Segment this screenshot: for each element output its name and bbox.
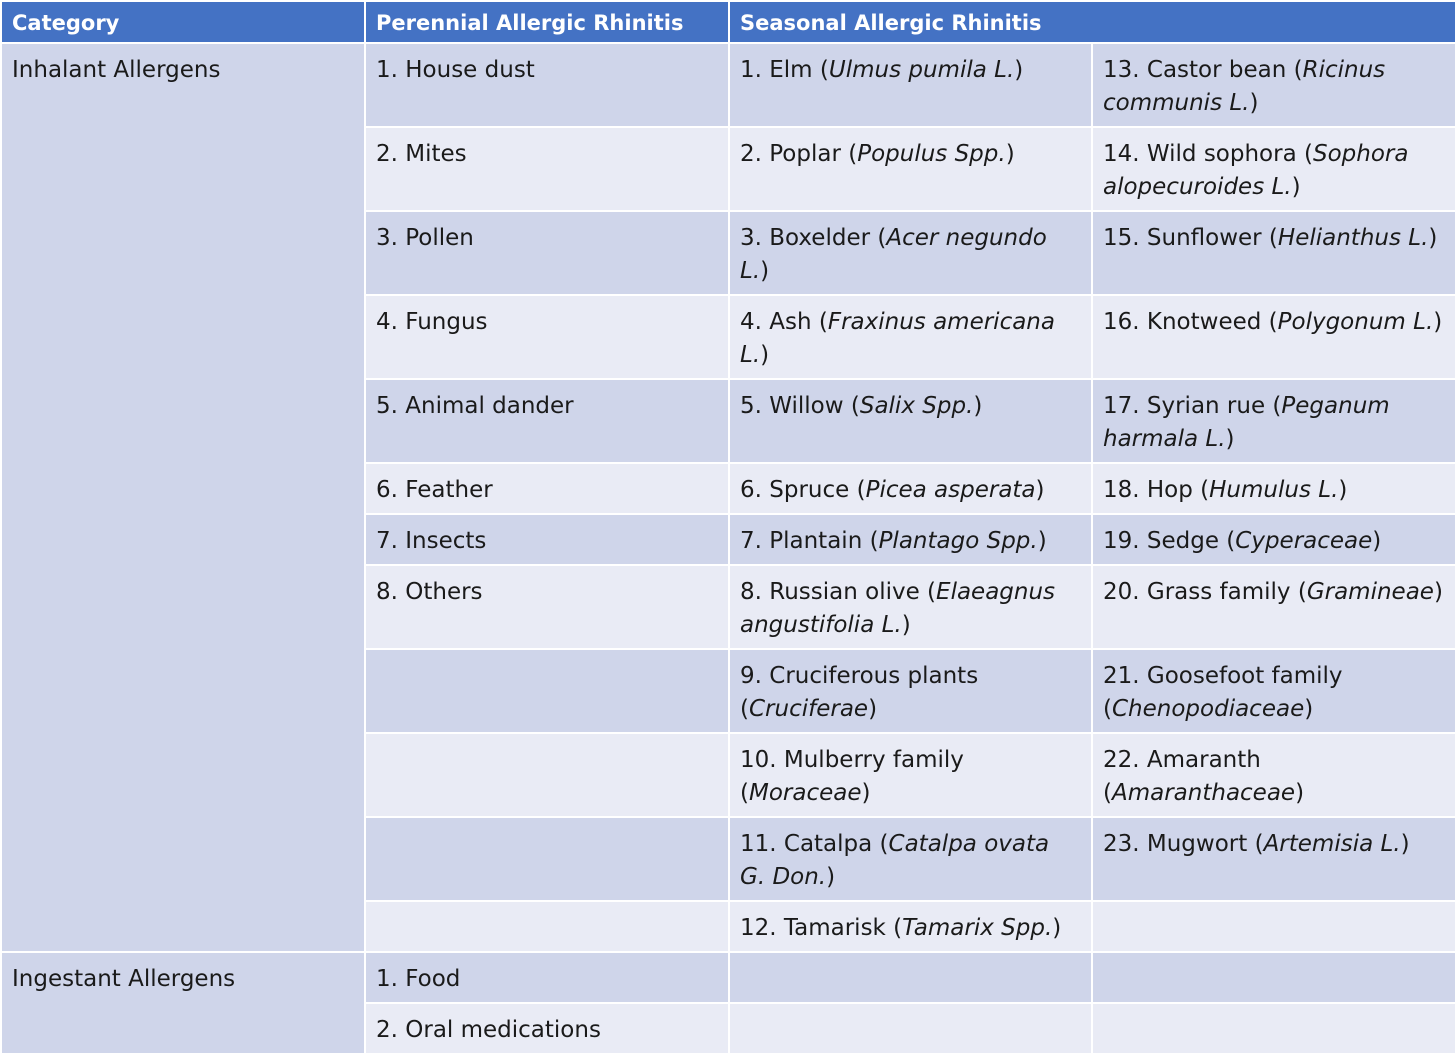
ingestant-cell: 2. Oral medications — [365, 1003, 729, 1054]
seasonal-cell: 15. Sunflower (Helianthus L.) — [1092, 211, 1455, 295]
perennial-cell-empty — [365, 733, 729, 817]
seasonal-cell: 21. Goosefoot family (Chenopodiaceae) — [1092, 649, 1455, 733]
seasonal-cell: 20. Grass family (Gramineae) — [1092, 565, 1455, 649]
seasonal-cell: 7. Plantain (Plantago Spp.) — [729, 514, 1092, 565]
seasonal-cell: 8. Russian olive (Elaeagnus angustifolia L.) — [729, 565, 1092, 649]
table-row — [1, 43, 1455, 127]
seasonal-cell: 11. Catalpa (Catalpa ovata G. Don.) — [729, 817, 1092, 901]
perennial-cell: 6. Feather — [365, 463, 729, 514]
seasonal-cell: 23. Mugwort (Artemisia L.) — [1092, 817, 1455, 901]
seasonal-cell: 6. Spruce (Picea asperata) — [729, 463, 1092, 514]
seasonal-cell: 18. Hop (Humulus L.) — [1092, 463, 1455, 514]
seasonal-cell-empty — [729, 952, 1092, 1003]
seasonal-cell: 14. Wild sophora (Sophora alopecuroides L.) — [1092, 127, 1455, 211]
perennial-cell: 2. Mites — [365, 127, 729, 211]
seasonal-cell: 13. Castor bean (Ricinus communis L.) — [1092, 43, 1455, 127]
perennial-cell: 1. House dust — [365, 43, 729, 127]
seasonal-cell-empty — [1092, 952, 1455, 1003]
perennial-cell: 7. Insects — [365, 514, 729, 565]
perennial-cell: 5. Animal dander — [365, 379, 729, 463]
ingestant-cell: 1. Food — [365, 952, 729, 1003]
seasonal-cell: 2. Poplar (Populus Spp.) — [729, 127, 1092, 211]
seasonal-cell: 10. Mulberry family (Moraceae) — [729, 733, 1092, 817]
header-row — [1, 1, 1455, 43]
seasonal-cell: 12. Tamarisk (Tamarix Spp.) — [729, 901, 1092, 952]
seasonal-cell: 5. Willow (Salix Spp.) — [729, 379, 1092, 463]
perennial-cell-empty — [365, 649, 729, 733]
seasonal-cell-empty — [1092, 1003, 1455, 1054]
perennial-cell-empty — [365, 901, 729, 952]
seasonal-cell: 17. Syrian rue (Peganum harmala L.) — [1092, 379, 1455, 463]
seasonal-cell-empty — [729, 1003, 1092, 1054]
perennial-cell: 4. Fungus — [365, 295, 729, 379]
seasonal-cell: 19. Sedge (Cyperaceae) — [1092, 514, 1455, 565]
seasonal-cell: 16. Knotweed (Polygonum L.) — [1092, 295, 1455, 379]
seasonal-cell: 9. Cruciferous plants (Cruciferae) — [729, 649, 1092, 733]
perennial-cell: 8. Others — [365, 565, 729, 649]
perennial-cell-empty — [365, 817, 729, 901]
seasonal-cell: 1. Elm (Ulmus pumila L.) — [729, 43, 1092, 127]
category-inhalant: Inhalant Allergens — [1, 43, 365, 952]
seasonal-cell: 22. Amaranth (Amaranthaceae) — [1092, 733, 1455, 817]
header-seasonal: Seasonal Allergic Rhinitis — [729, 1, 1455, 43]
header-category: Category — [1, 1, 365, 43]
table-row — [1, 952, 1455, 1003]
seasonal-cell: 4. Ash (Fraxinus americana L.) — [729, 295, 1092, 379]
header-perennial: Perennial Allergic Rhinitis — [365, 1, 729, 43]
perennial-cell: 3. Pollen — [365, 211, 729, 295]
seasonal-cell: 3. Boxelder (Acer negundo L.) — [729, 211, 1092, 295]
seasonal-cell-empty — [1092, 901, 1455, 952]
category-ingestant: Ingestant Allergens — [1, 952, 365, 1054]
